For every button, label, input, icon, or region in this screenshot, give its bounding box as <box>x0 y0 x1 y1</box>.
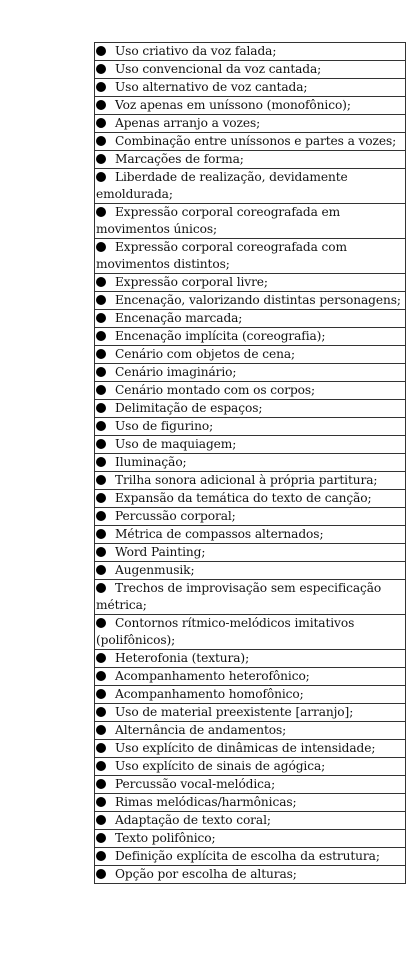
bullet-icon <box>96 761 106 771</box>
table-cell <box>95 562 406 580</box>
table-row <box>95 490 406 508</box>
list-item-label: Uso explícito de dinâmicas de intensidade; <box>115 741 376 755</box>
table-row <box>95 580 406 615</box>
table-cell <box>95 436 406 454</box>
bullet-icon <box>96 815 106 825</box>
table-cell <box>95 133 406 151</box>
table-row <box>95 400 406 418</box>
bullet-icon <box>96 493 106 503</box>
table-row <box>95 686 406 704</box>
bullet-icon <box>96 172 106 182</box>
table-row <box>95 115 406 133</box>
bullet-icon <box>96 851 106 861</box>
list-item-label: Definição explícita de escolha da estrutura; <box>115 849 380 863</box>
table-cell <box>95 830 406 848</box>
list-item-label: Percussão vocal-melódica; <box>115 777 276 791</box>
list-item-label: Expressão corporal livre; <box>115 275 268 289</box>
table-row <box>95 169 406 204</box>
bullet-icon <box>96 385 106 395</box>
table-row <box>95 292 406 310</box>
bullet-icon <box>96 349 106 359</box>
table-row <box>95 382 406 400</box>
table-cell <box>95 115 406 133</box>
table-cell <box>95 61 406 79</box>
table-cell <box>95 866 406 884</box>
bullet-icon <box>96 797 106 807</box>
table-cell <box>95 292 406 310</box>
bullet-icon <box>96 64 106 74</box>
list-item-label: Texto polifônico; <box>115 831 216 845</box>
list-item-label: Encenação marcada; <box>115 311 243 325</box>
table-row <box>95 274 406 292</box>
bullet-icon <box>96 421 106 431</box>
bullet-icon <box>96 439 106 449</box>
bullet-icon <box>96 529 106 539</box>
list-item-label: Uso de maquiagem; <box>115 437 237 451</box>
bullet-icon <box>96 475 106 485</box>
bullet-icon <box>96 511 106 521</box>
table-cell <box>95 239 406 274</box>
bullet-icon <box>96 547 106 557</box>
bullet-icon <box>96 100 106 110</box>
table-row <box>95 812 406 830</box>
bullet-icon <box>96 707 106 717</box>
table-cell <box>95 310 406 328</box>
list-item-label: Voz apenas em uníssono (monofônico); <box>115 98 351 112</box>
bullet-icon <box>96 242 106 252</box>
table-cell <box>95 668 406 686</box>
bullet-icon <box>96 869 106 879</box>
bullet-icon <box>96 277 106 287</box>
table-cell <box>95 580 406 615</box>
table-cell <box>95 615 406 650</box>
table-row <box>95 346 406 364</box>
list-item-label: Heterofonia (textura); <box>115 651 250 665</box>
list-item-label: Delimitação de espaços; <box>115 401 263 415</box>
list-item-label: Iluminação; <box>115 455 187 469</box>
table-cell <box>95 43 406 61</box>
list-item-label: Trechos de improvisação sem especificação métrica; <box>96 581 382 612</box>
bullet-icon <box>96 82 106 92</box>
table-cell <box>95 544 406 562</box>
table-row <box>95 668 406 686</box>
table-row <box>95 508 406 526</box>
list-item-label: Uso de material preexistente [arranjo]; <box>115 705 354 719</box>
table-row <box>95 848 406 866</box>
bullet-icon <box>96 403 106 413</box>
list-item-label: Cenário com objetos de cena; <box>115 347 296 361</box>
list-item-label: Adaptação de texto coral; <box>115 813 271 827</box>
table-row <box>95 418 406 436</box>
table-cell <box>95 79 406 97</box>
table-row <box>95 758 406 776</box>
table-row <box>95 544 406 562</box>
list-item-label: Rimas melódicas/harmônicas; <box>115 795 297 809</box>
table-row <box>95 650 406 668</box>
table-row <box>95 133 406 151</box>
table-cell <box>95 490 406 508</box>
bullet-icon <box>96 653 106 663</box>
list-item-label: Opção por escolha de alturas; <box>115 867 297 881</box>
table-row <box>95 562 406 580</box>
table-cell <box>95 454 406 472</box>
table-row <box>95 866 406 884</box>
table-cell <box>95 740 406 758</box>
list-item-label: Uso alternativo de voz cantada; <box>115 80 308 94</box>
table-row <box>95 436 406 454</box>
table-cell <box>95 382 406 400</box>
table-row <box>95 704 406 722</box>
table-row <box>95 204 406 239</box>
bullet-icon <box>96 743 106 753</box>
table-cell <box>95 508 406 526</box>
table-row <box>95 364 406 382</box>
table-cell <box>95 472 406 490</box>
bullet-icon <box>96 618 106 628</box>
list-item-label: Alternância de andamentos; <box>115 723 287 737</box>
bullet-icon <box>96 833 106 843</box>
list-item-label: Apenas arranjo a vozes; <box>115 116 261 130</box>
list-item-label: Acompanhamento homofônico; <box>115 687 304 701</box>
bullet-icon <box>96 779 106 789</box>
list-item-label: Expressão corporal coreografada em movimentos únicos; <box>96 205 341 236</box>
list-item-label: Cenário montado com os corpos; <box>115 383 316 397</box>
table-cell <box>95 776 406 794</box>
bullet-icon <box>96 136 106 146</box>
bullet-icon <box>96 154 106 164</box>
list-item-label: Liberdade de realização, devidamente emoldurada; <box>96 170 348 201</box>
bullet-icon <box>96 583 106 593</box>
table-cell <box>95 364 406 382</box>
bullet-icon <box>96 207 106 217</box>
list-item-label: Uso criativo da voz falada; <box>115 44 277 58</box>
list-item-label: Percussão corporal; <box>115 509 236 523</box>
table-row <box>95 328 406 346</box>
bullet-icon <box>96 565 106 575</box>
table-cell <box>95 758 406 776</box>
table-cell <box>95 328 406 346</box>
table-cell <box>95 151 406 169</box>
table-row <box>95 615 406 650</box>
list-item-label: Acompanhamento heterofônico; <box>115 669 310 683</box>
criteria-table-body <box>95 43 406 884</box>
table-row <box>95 43 406 61</box>
table-row <box>95 776 406 794</box>
bullet-icon <box>96 367 106 377</box>
bullet-icon <box>96 46 106 56</box>
list-item-label: Marcações de forma; <box>115 152 244 166</box>
table-row <box>95 722 406 740</box>
table-cell <box>95 204 406 239</box>
list-item-label: Cenário imaginário; <box>115 365 237 379</box>
list-item-label: Encenação implícita (coreografia); <box>115 329 326 343</box>
bullet-icon <box>96 671 106 681</box>
bullet-icon <box>96 118 106 128</box>
bullet-icon <box>96 457 106 467</box>
list-item-label: Expansão da temática do texto de canção; <box>115 491 372 505</box>
bullet-icon <box>96 331 106 341</box>
list-item-label: Uso de figurino; <box>115 419 214 433</box>
table-row <box>95 830 406 848</box>
table-row <box>95 740 406 758</box>
table-cell <box>95 722 406 740</box>
table-cell <box>95 812 406 830</box>
table-row <box>95 239 406 274</box>
list-item-label: Contornos rítmico-melódicos imitativos (polifônicos); <box>96 616 355 647</box>
list-item-label: Expressão corporal coreografada com movimentos distintos; <box>96 240 347 271</box>
table-cell <box>95 346 406 364</box>
table-cell <box>95 169 406 204</box>
table-cell <box>95 650 406 668</box>
list-item-label: Uso explícito de sinais de agógica; <box>115 759 326 773</box>
bullet-icon <box>96 313 106 323</box>
table-row <box>95 794 406 812</box>
list-item-label: Trilha sonora adicional à própria partitura; <box>115 473 378 487</box>
list-item-label: Encenação, valorizando distintas personagens; <box>115 293 401 307</box>
bullet-icon <box>96 295 106 305</box>
list-item-label: Augenmusik; <box>115 563 195 577</box>
table-row <box>95 454 406 472</box>
table-row <box>95 151 406 169</box>
table-row <box>95 310 406 328</box>
table-cell <box>95 274 406 292</box>
table-row <box>95 97 406 115</box>
table-cell <box>95 97 406 115</box>
table-cell <box>95 418 406 436</box>
table-row <box>95 526 406 544</box>
table-cell <box>95 526 406 544</box>
table-cell <box>95 704 406 722</box>
list-item-label: Uso convencional da voz cantada; <box>115 62 322 76</box>
table-row <box>95 79 406 97</box>
table-row <box>95 61 406 79</box>
bullet-icon <box>96 689 106 699</box>
table-cell <box>95 400 406 418</box>
list-item-label: Métrica de compassos alternados; <box>115 527 324 541</box>
list-item-label: Combinação entre uníssonos e partes a vozes; <box>115 134 397 148</box>
bullet-icon <box>96 725 106 735</box>
table-cell <box>95 794 406 812</box>
table-cell <box>95 686 406 704</box>
criteria-table <box>94 42 406 884</box>
table-cell <box>95 848 406 866</box>
table-row <box>95 472 406 490</box>
list-item-label: Word Painting; <box>115 545 206 559</box>
